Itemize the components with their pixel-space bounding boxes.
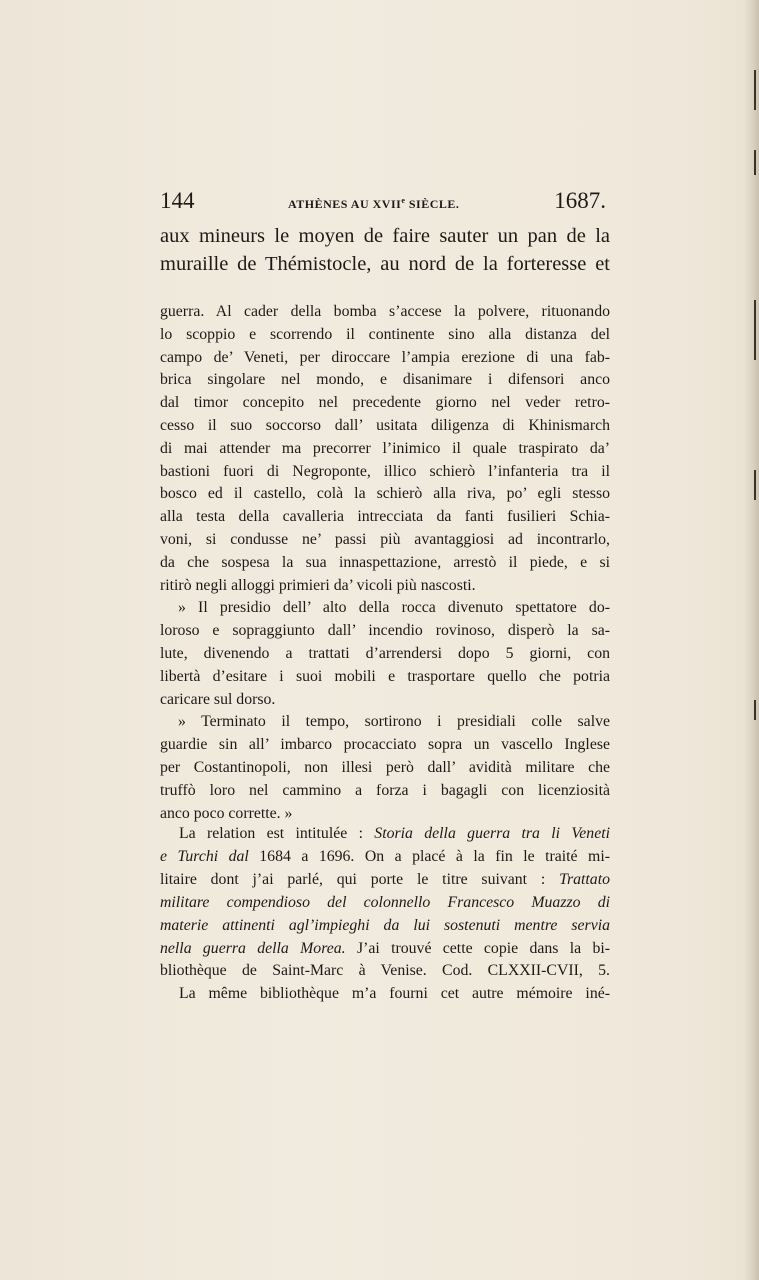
text-line: bosco ed il castello, colà la schierò alla riva, po’ egli stesso <box>160 485 610 503</box>
note-text: 1684 a 1696. On a placé à la fin le traité mi- <box>248 847 610 865</box>
text-line <box>160 869 610 892</box>
text-line <box>160 938 610 961</box>
edge-mark <box>754 700 756 720</box>
text-line: loroso e sopraggiunto dall’ incendio rovinoso, disperò la sa- <box>160 622 610 640</box>
text-line: lute, divenendo a trattati d’arrendersi dopo 5 giorni, con <box>160 644 610 662</box>
running-head <box>160 186 606 216</box>
italic-title: militare compendioso del colonnello Francesco Muazzo di <box>160 893 610 911</box>
running-title-superscript: e <box>401 196 406 205</box>
quoted-passage <box>160 301 610 825</box>
italic-title: Trattato <box>559 870 610 888</box>
text-line: di mai attender ma precorrer l’inimico il quale traspirato da’ <box>160 439 610 457</box>
text-line: lo scoppio e scorrendo il continente sino alla distanza del <box>160 325 610 343</box>
text-line: ritirò negli alloggi primieri da’ vicoli più nascosti. <box>160 576 476 594</box>
running-title-text: ATHÈNES AU XVII <box>288 197 402 211</box>
note-text: La relation est intitulée : <box>179 825 375 842</box>
note-text: J’ai trouvé cette copie dans la bi- <box>345 939 611 957</box>
text-line <box>160 892 610 915</box>
text-line: aux mineurs le moyen de faire sauter un pan de la <box>160 225 610 247</box>
running-year: 1687. <box>554 188 606 213</box>
continued-text <box>160 222 610 278</box>
text-line: alla testa della cavalleria intrecciata da fanti fusilieri Schia- <box>160 508 610 526</box>
note-text: litaire dont j’ai parlé, qui porte le titre suivant : <box>160 870 560 888</box>
text-line <box>160 823 610 846</box>
text-line: voni, si condusse ne’ passi più avantaggiosi ad incontrarlo, <box>160 530 610 548</box>
running-title-suffix: SIÈCLE. <box>405 197 460 211</box>
text-line: da che sospesa la sua innaspettazione, arrestò il piede, e si <box>160 553 610 571</box>
text-line <box>160 846 610 869</box>
text-line: dal timor concepito nel precedente giorno nel veder retro- <box>160 394 610 412</box>
edge-mark <box>754 300 756 360</box>
text-line: bastioni fuori di Negroponte, illico schierò l’infanteria tra il <box>160 462 610 480</box>
italic-title: nella guerra della Morea. <box>160 939 346 957</box>
italic-title: e Turchi dal <box>160 847 249 865</box>
text-line: muraille de Thémistocle, au nord de la forteresse et <box>160 253 610 275</box>
edge-mark <box>754 150 756 175</box>
text-line: brica singolare nel mondo, e disanimare i difensori anco <box>160 371 610 389</box>
text-line: per Costantinopoli, non illesi però dall’ avidità militare che <box>160 758 610 776</box>
text-line: cesso il suo soccorso dall’ usitata diligenza di Khinismarch <box>160 416 610 434</box>
text-line: truffò loro nel cammino a forza i bagagli con licenziosità <box>160 781 610 799</box>
italic-title: Storia della guerra tra li Veneti <box>374 825 610 842</box>
text-line: bliothèque de Saint-Marc à Venise. Cod. CLXXII-CVII, 5. <box>160 962 610 980</box>
text-line: » Terminato il tempo, sortirono i presidiali colle salve <box>178 713 610 731</box>
page-edge <box>745 0 759 1280</box>
running-title <box>288 192 459 213</box>
text-line: guardie sin all’ imbarco procacciato sopra un vascello Inglese <box>160 736 610 754</box>
edge-mark <box>754 70 756 110</box>
text-line: campo de’ Veneti, per diroccare l’ampia erezione di una fab- <box>160 348 610 366</box>
italic-title: materie attinenti agl’impieghi da lui sostenuti mentre servia <box>160 916 610 934</box>
text-line: libertà d’esitare i suoi mobili e trasportare quello che potria <box>160 667 610 685</box>
text-line: caricare sul dorso. <box>160 690 276 708</box>
text-line: La même bibliothèque m’a fourni cet autre mémoire iné- <box>179 985 610 1003</box>
note-paragraph <box>160 823 610 1006</box>
text-line: guerra. Al cader della bomba s’accese la polvere, rituonando <box>160 303 610 320</box>
page-number: 144 <box>160 188 195 213</box>
text-line: anco poco corrette. » <box>160 804 293 822</box>
text-line <box>160 915 610 938</box>
text-line: » Il presidio dell’ alto della rocca divenuto spettatore do- <box>178 599 610 617</box>
edge-mark <box>754 470 756 500</box>
